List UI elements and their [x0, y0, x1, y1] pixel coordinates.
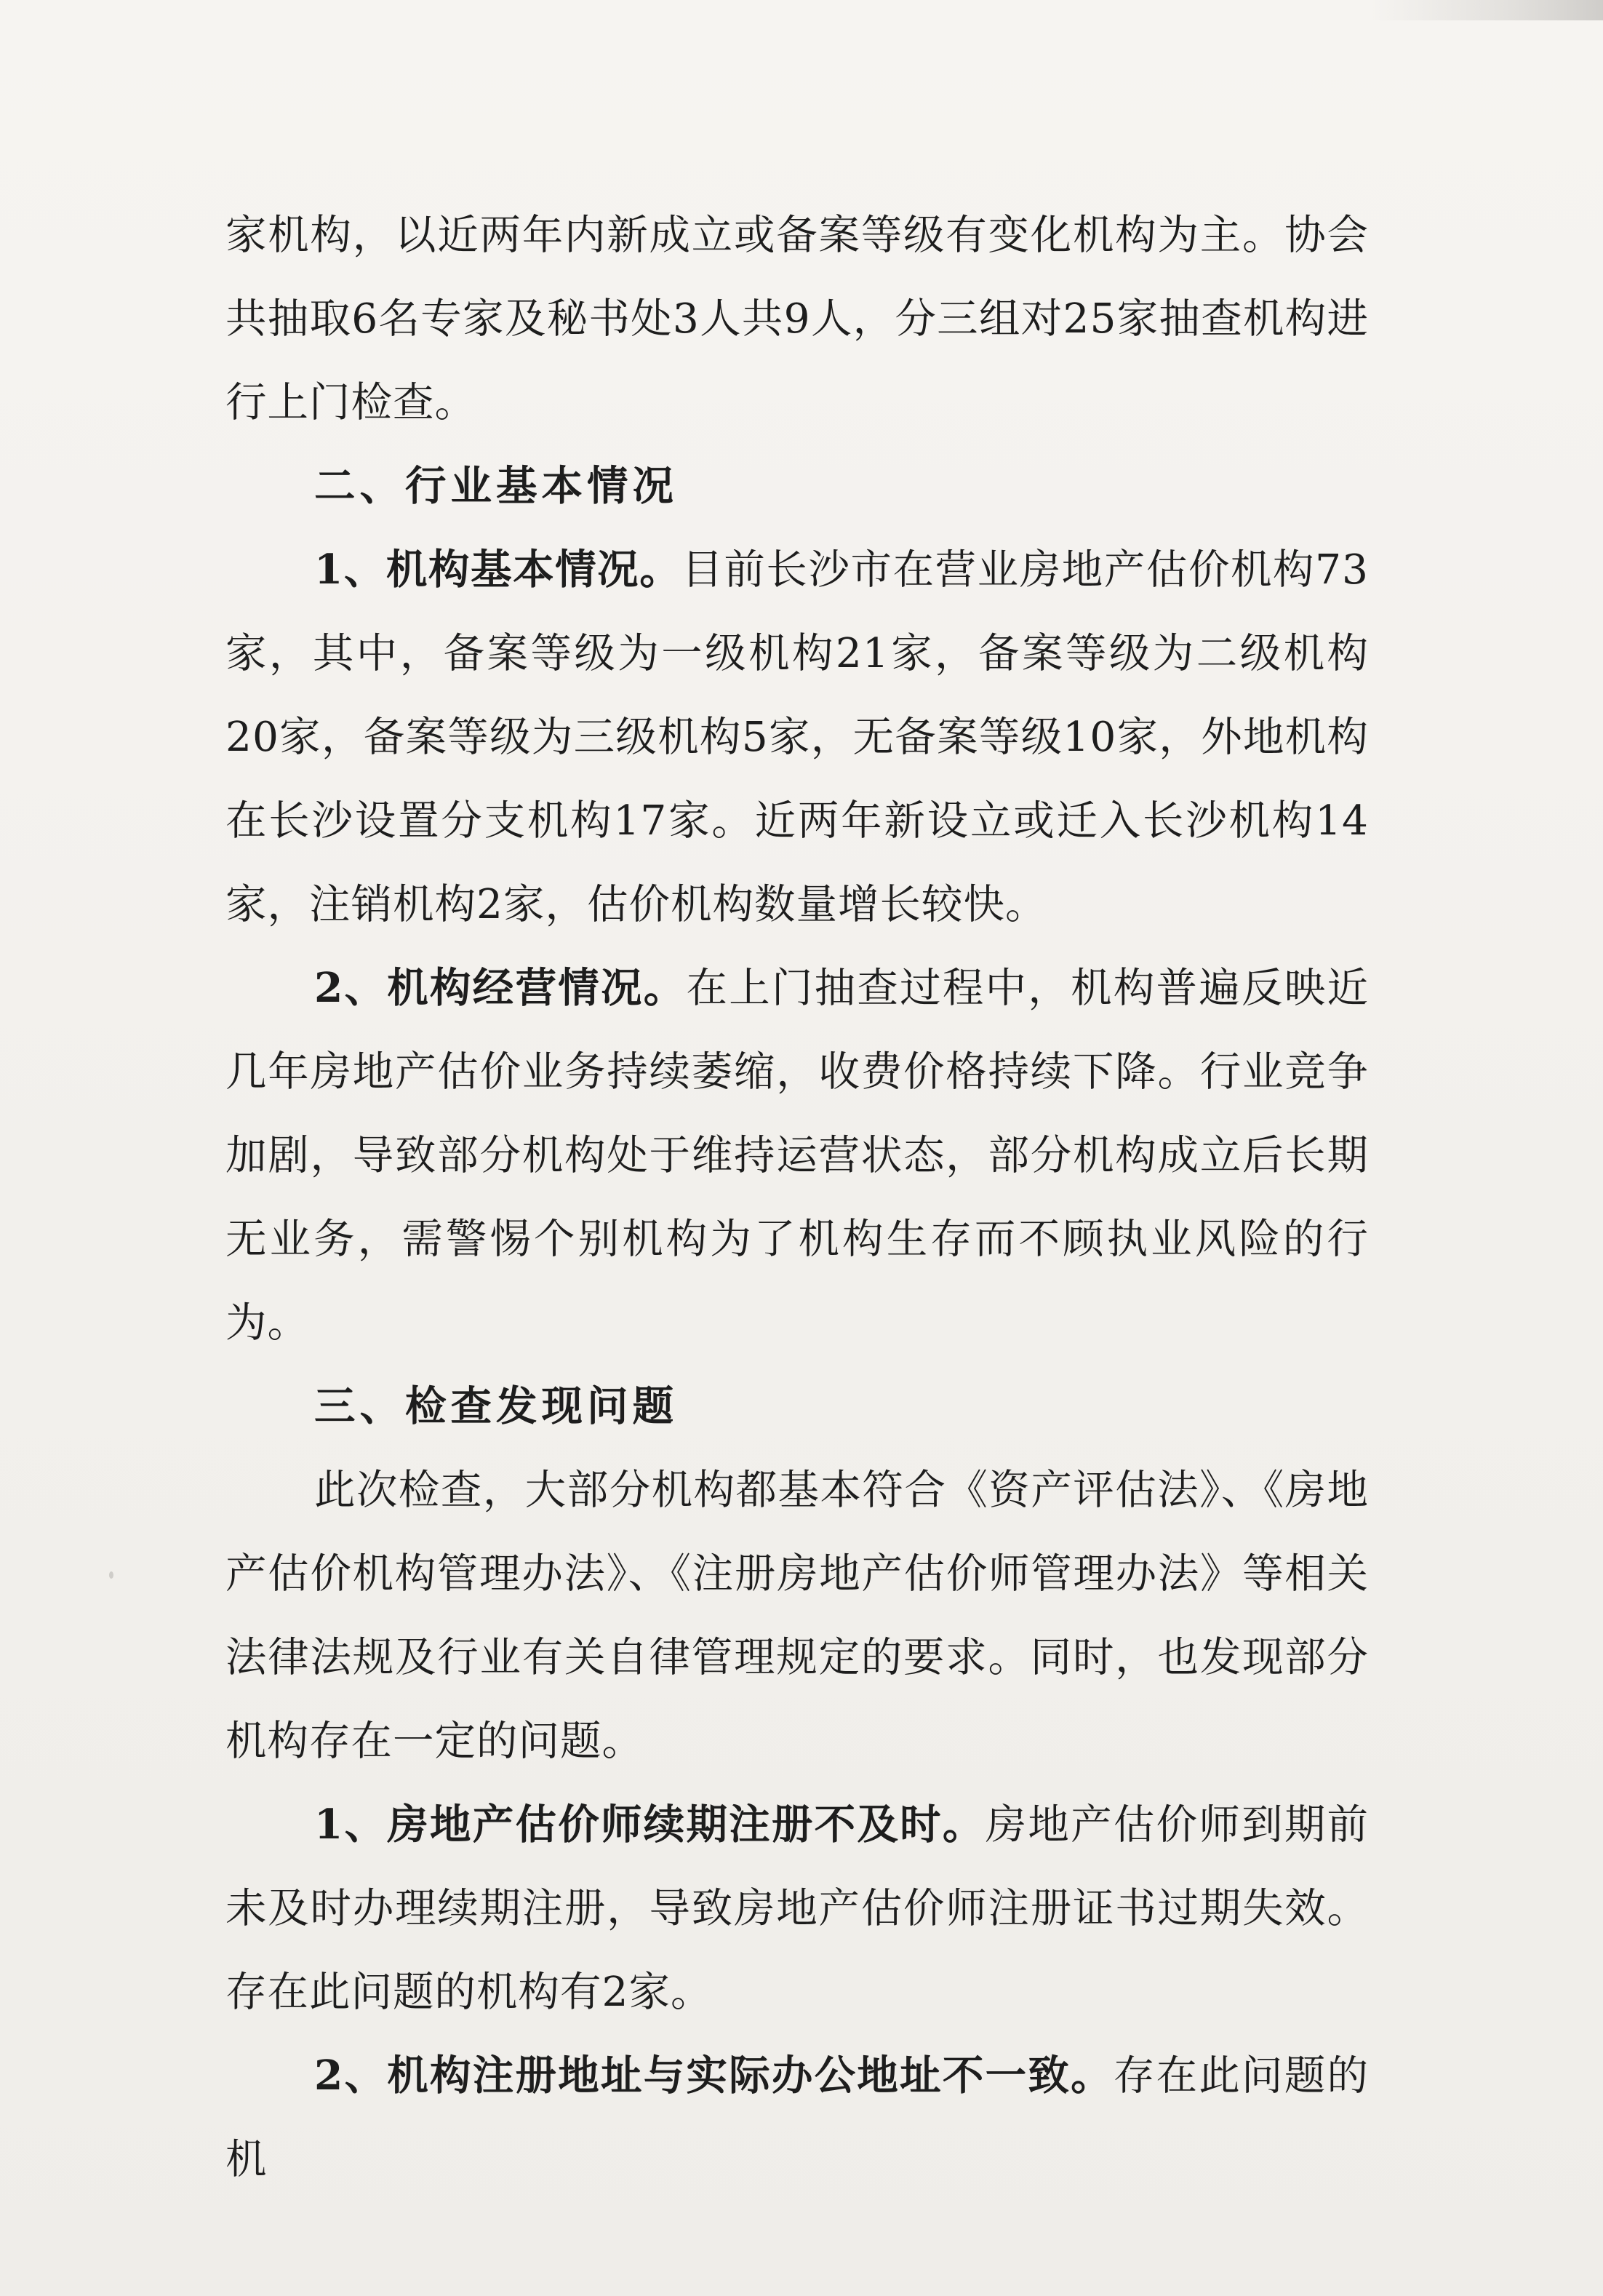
section-heading-industry-overview: 二、行业基本情况: [314, 462, 678, 510]
item-text-renewal-issue: 房地产估价师到期前未及时办理续期注册，导致房地产估价师注册证书过期失效。存在此问题的机构有2家。: [225, 1801, 1370, 2016]
paragraph-continuation: 家机构，以近两年内新成立或备案等级有变化机构为主。协会共抽取6名专家及秘书处3人共9人，分三组对25家抽查机构进行上门检查。: [225, 212, 1369, 426]
item-text-institution-basics: 目前长沙市在营业房地产估价机构73家，其中，备案等级为一级机构21家，备案等级为二级机构20家，备案等级为三级机构5家，无备案等级10家，外地机构在长沙设置分支机构17家。近两年新设立或迁入长沙机构14家，注销机构2家，估价机构数量增长较快。: [225, 546, 1369, 928]
item-text-institution-operations: 在上门抽查过程中，机构普遍反映近几年房地产估价业务持续萎缩，收费价格持续下降。行业竞争加剧，导致部分机构处于维持运营状态，部分机构成立后长期无业务，需警惕个别机构为了机构生存而不顾执业风险的行为。: [225, 965, 1370, 1347]
item-lead-institution-basics: 1、机构基本情况。: [314, 546, 682, 594]
item-text-address-issue: 存在此问题的机: [225, 2052, 1370, 2183]
paragraph-address-issue: [225, 2034, 1369, 2201]
item-lead-address-issue: 2、机构注册地址与实际办公地址不一致。: [314, 2052, 1114, 2100]
scan-speck: [109, 1571, 113, 1579]
item-lead-institution-operations: 2、机构经营情况。: [314, 964, 687, 1012]
scan-edge-shadow: [1370, 0, 1603, 20]
section-heading-inspection-findings: 三、检查发现问题: [314, 1382, 678, 1430]
paragraph-institution-basics: [225, 528, 1369, 946]
paragraph-inspection-summary: 此次检查，大部分机构都基本符合《资产评估法》、《房地产估价机构管理办法》、《注册房地产估价师管理办法》等相关法律法规及行业有关自律管理规定的要求。同时，也发现部分机构存在一定的问题。: [225, 1467, 1369, 1765]
paragraph-renewal-issue: [225, 1783, 1369, 2034]
paragraph-institution-operations: [225, 946, 1369, 1365]
item-lead-renewal-issue: 1、房地产估价师续期注册不及时。: [314, 1801, 986, 1849]
document-body: [225, 194, 1369, 2201]
